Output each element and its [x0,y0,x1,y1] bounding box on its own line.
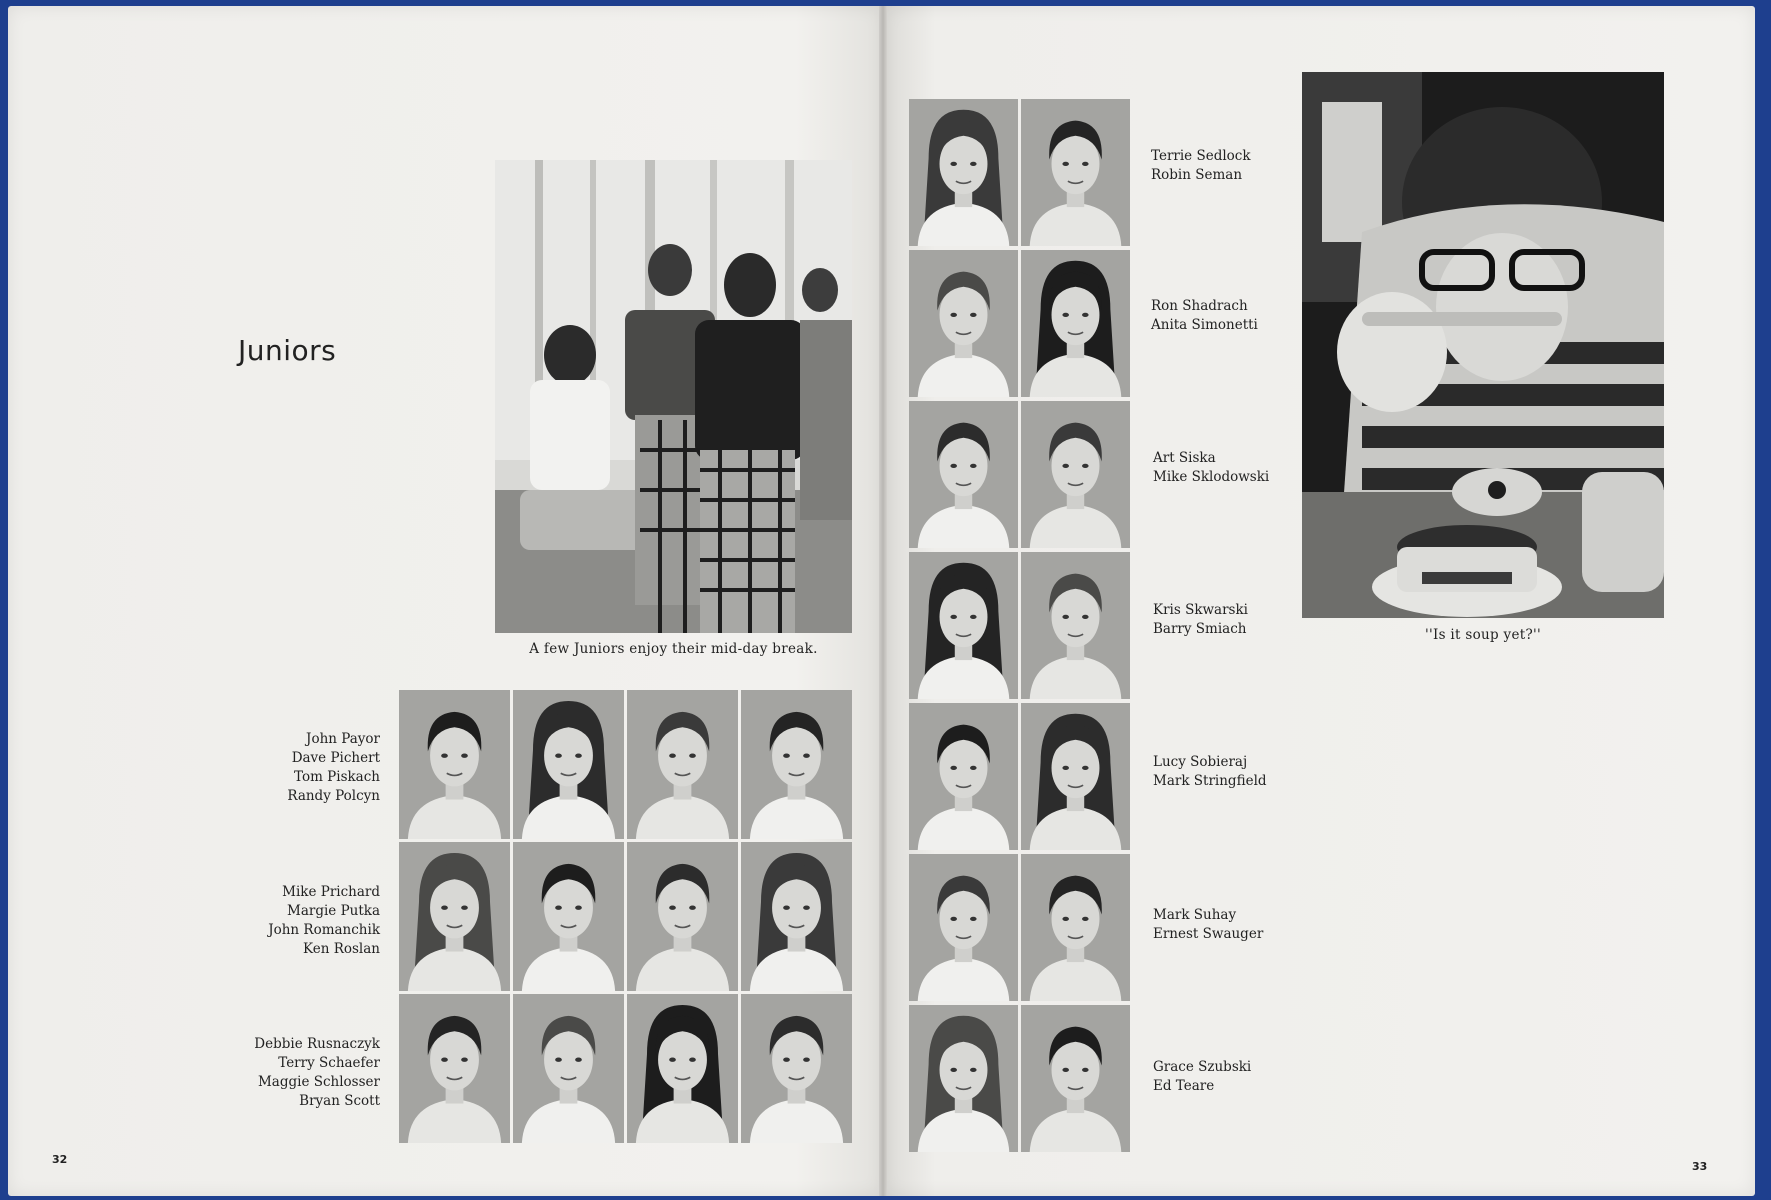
name-list-row-2 [200,883,380,959]
name-list-row-3 [200,1035,380,1111]
juniors-break-photo [495,160,852,633]
right-portrait-photo [909,854,1018,1001]
student-name: Ron Shadrach [1151,298,1248,314]
right-portrait-photo [1021,99,1130,246]
student-name: Mark Stringfield [1153,773,1267,789]
student-name: Lucy Sobieraj [1153,754,1248,770]
left-portrait-photo [741,994,852,1143]
right-portrait-photo [1021,552,1130,699]
left-portrait-photo [741,842,852,991]
right-portrait-photo [1021,854,1130,1001]
right-portrait-photo [1021,401,1130,548]
student-name: Bryan Scott [299,1093,380,1109]
page-number-left: 32 [52,1153,68,1166]
page-number-right: 33 [1692,1160,1708,1173]
right-portrait-photo [1021,250,1130,397]
left-portrait-photo [399,994,510,1143]
book-gutter [879,6,887,1196]
name-list-r7 [1153,1058,1251,1096]
student-name: Dave Pichert [291,750,380,766]
left-portrait-photo [741,690,852,839]
student-name: Ernest Swauger [1153,926,1264,942]
name-list-r3 [1153,449,1269,487]
right-portrait-photo [1021,703,1130,850]
student-name: Margie Putka [287,903,380,919]
student-name: Maggie Schlosser [257,1074,380,1090]
left-portrait-photo [627,994,738,1143]
right-portrait-photo [909,250,1018,397]
student-name: Ed Teare [1153,1078,1215,1094]
name-list-r1 [1151,147,1251,185]
student-name: Terrie Sedlock [1151,148,1251,164]
student-name: Ken Roslan [303,941,380,957]
right-portrait-photo [1021,1005,1130,1152]
student-name: Grace Szubski [1153,1059,1252,1075]
soup-photo-caption: ''Is it soup yet?'' [1424,627,1542,643]
left-portrait-photo [399,690,510,839]
name-list-r4 [1153,601,1248,639]
student-name: Terry Schaefer [278,1055,380,1071]
right-portrait-photo [909,552,1018,699]
student-name: John Payor [306,731,380,747]
name-list-r6 [1153,906,1263,944]
left-portrait-photo [627,690,738,839]
student-name: Mark Suhay [1153,907,1237,923]
student-name: Tom Piskach [294,769,380,785]
section-title: Juniors [238,334,337,367]
soup-photo [1302,72,1664,618]
student-name: Kris Skwarski [1153,602,1248,618]
student-name: Randy Polcyn [287,788,380,804]
student-name: Art Siska [1153,450,1216,466]
student-name: Mike Sklodowski [1153,469,1270,485]
left-portrait-photo [513,690,624,839]
right-portrait-photo [909,1005,1018,1152]
student-name: Robin Seman [1151,167,1243,183]
student-name: Anita Simonetti [1151,317,1258,333]
right-portrait-photo [909,401,1018,548]
main-photo-caption: A few Juniors enjoy their mid-day break. [529,641,818,657]
right-portrait-photo [909,99,1018,246]
name-list-r5 [1153,753,1267,791]
right-portrait-photo [909,703,1018,850]
left-portrait-photo [627,842,738,991]
student-name: Mike Prichard [282,884,380,900]
left-portrait-photo [399,842,510,991]
name-list-r2 [1151,297,1258,335]
student-name: Barry Smiach [1153,621,1247,637]
name-list-row-1 [200,730,380,806]
student-name: Debbie Rusnaczyk [254,1036,380,1052]
student-name: John Romanchik [268,922,380,938]
left-portrait-photo [513,994,624,1143]
left-portrait-photo [513,842,624,991]
